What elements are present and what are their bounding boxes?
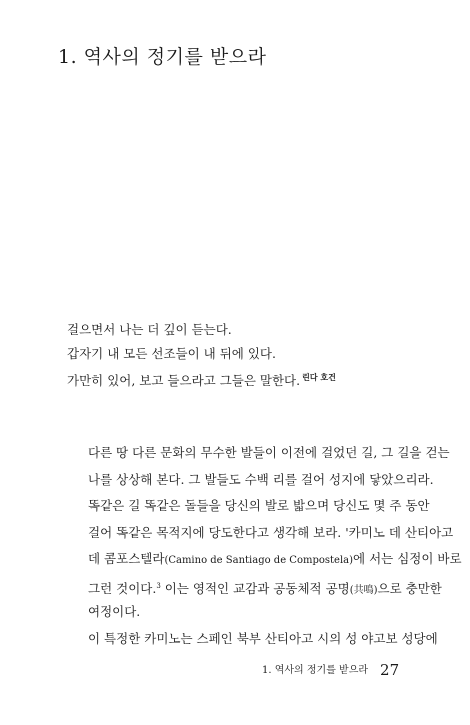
body-text-segment: 이는 영적인 교감과 공동체적 공명 — [160, 580, 350, 596]
body-line: 똑같은 길 똑같은 돌들을 당신의 발로 밟으며 당신도 몇 주 동안 — [88, 498, 430, 513]
body-line: 다른 땅 다른 문화의 무수한 발들이 이전에 걸었던 길, 그 길을 걷는 — [88, 445, 450, 460]
epigraph-line: 갑자기 내 모든 선조들이 내 뒤에 있다. — [67, 346, 276, 361]
body-text-segment: 데 콤포스텔라 — [88, 551, 165, 566]
body-line — [88, 546, 462, 573]
body-text-segment: 으로 충만한 — [377, 580, 442, 596]
body-line: 나를 상상해 본다. 그 발들도 수백 리를 걸어 성지에 닿았으리라. — [88, 471, 434, 487]
body-line — [88, 573, 462, 600]
body-text-segment: 에 서는 심정이 바로 — [353, 551, 462, 566]
latin-title: (Camino de Santiago de Compostela) — [164, 555, 354, 566]
footnote-reference[interactable]: 3 — [156, 581, 161, 590]
page-number: 27 — [380, 661, 400, 679]
epigraph-attribution: 린다 호건 — [302, 373, 336, 382]
epigraph-line: 걸으면서 나는 더 깊이 듣는다. — [67, 322, 232, 337]
epigraph-line — [67, 366, 336, 390]
chapter-title: 1. 역사의 정기를 받으라 — [58, 46, 267, 68]
body-line: 여정이다. — [88, 604, 141, 619]
epigraph — [67, 318, 336, 390]
body-text — [88, 440, 462, 652]
body-line: 이 특정한 카미노는 스페인 북부 산티아고 시의 성 야고보 성당에 — [88, 630, 438, 646]
hanja-gloss: (共鳴) — [349, 584, 378, 596]
epigraph-text: 가만히 있어, 보고 들으라고 그들은 말한다. — [67, 373, 301, 388]
running-footer — [262, 660, 399, 679]
body-line: 걸어 똑같은 목적지에 당도한다고 생각해 보라. '카미노 데 산티아고 — [88, 524, 454, 540]
footer-chapter-title: 1. 역사의 정기를 받으라 — [262, 665, 369, 676]
body-text-segment: 그런 것이다. — [88, 580, 157, 596]
